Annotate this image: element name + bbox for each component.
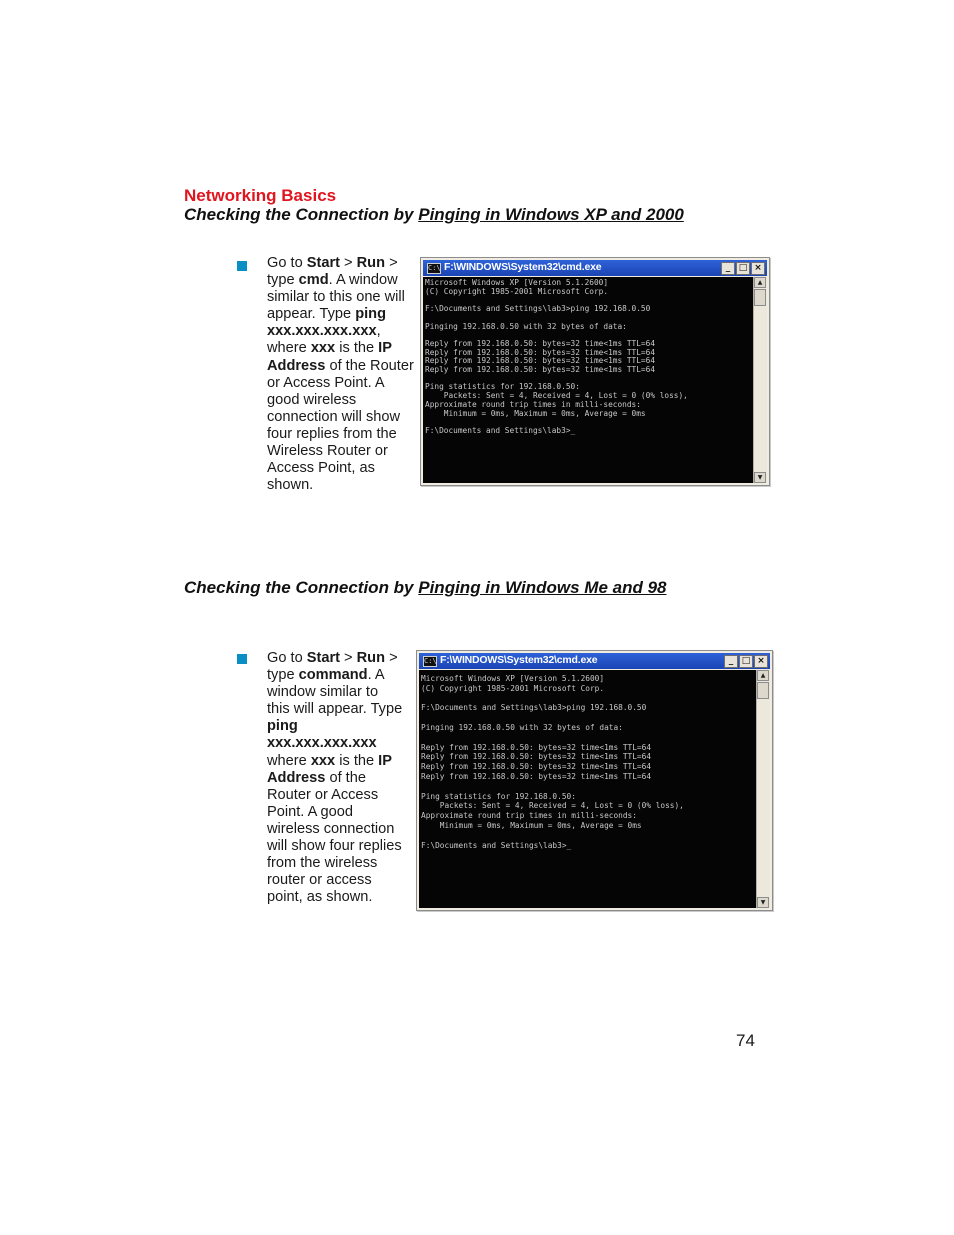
text: of the Router or Access Point. A good wireless connection will show four replies from the Wireless Router or Access Point, as shown. [267, 357, 414, 494]
keyword-start: Start [306, 255, 340, 271]
maximize-icon: □ [739, 655, 753, 668]
scroll-down-arrow-icon: ▼ [754, 472, 766, 483]
bullet-square-icon [237, 261, 247, 271]
cmd-app-icon: C:\ [428, 264, 441, 272]
heading-underlined: Pinging in Windows XP and 2000 [418, 205, 684, 224]
window-titlebar [419, 653, 770, 669]
cmd-window-screenshot [420, 257, 770, 486]
text: Go to [267, 255, 307, 271]
keyword-run: Run [356, 255, 386, 271]
text: , where [267, 323, 381, 357]
heading-underlined: Pinging in Windows Me and 98 [418, 578, 667, 597]
heading-prefix: Checking the Connection by [184, 205, 419, 224]
keyword-ip-address: IP Address [267, 340, 392, 374]
text: Go to [267, 650, 307, 666]
keyword-ip-address: IP Address [267, 752, 392, 786]
close-icon: × [754, 655, 768, 668]
page-number: 74 [736, 1031, 755, 1050]
window-title: F:\WINDOWS\System32\cmd.exe [444, 261, 602, 273]
heading-me-98 [184, 578, 667, 598]
console-text: Microsoft Windows XP [Version 5.1.2600] (C) Copyright 1985-2001 Microsoft Corp. F:\Documents and Settings\lab3>ping 192.168.0.50 Pinging 192.168.0.50 with 32 bytes of data: Reply from 192.168.0.50: bytes=32 time<1ms TTL=64 Reply from 192.168.0.50: bytes=32 time<1ms TTL=64 Reply from 192.168.0.50: bytes=32 time<1ms TTL=64 Reply from 192.168.0.50: bytes=32 time<1ms TTL=64 Ping statistics for 192.168.0.50: Packets: Sent = 4, Received = 4, Lost = 0 (0% loss), Approximate round trip times in milli-seconds: Minimum = 0ms, Maximum = 0ms, Average = 0ms F:\Documents and Settings\lab3>_ [425, 278, 688, 435]
text: > [340, 650, 357, 666]
console-text: Microsoft Windows XP [Version 5.1.2600] (C) Copyright 1985-2001 Microsoft Corp. F:\Documents and Settings\lab3>ping 192.168.0.50 Pinging 192.168.0.50 with 32 bytes of data: Reply from 192.168.0.50: bytes=32 time<1ms TTL=64 Reply from 192.168.0.50: bytes=32 time<1ms TTL=64 Reply from 192.168.0.50: bytes=32 time<1ms TTL=64 Reply from 192.168.0.50: bytes=32 time<1ms TTL=64 Ping statistics for 192.168.0.50: Packets: Sent = 4, Received = 4, Lost = 0 (0% loss), Approximate round trip times in milli-seconds: Minimum = 0ms, Maximum = 0ms, Average = 0ms F:\Documents and Settings\lab3>_ [421, 674, 684, 850]
text: . A window similar to this one will appear. Type [267, 272, 405, 323]
keyword-cmd: cmd [298, 272, 329, 289]
keyword-command: command [298, 667, 368, 684]
scroll-thumb [754, 289, 766, 306]
section-label: Networking Basics [184, 186, 337, 205]
window-controls [724, 655, 768, 668]
heading-xp-2000 [184, 205, 684, 225]
scroll-up-arrow-icon: ▲ [757, 670, 769, 681]
console-output [419, 670, 756, 908]
keyword-ping-command: ping xxx.xxx.xxx.xxx [267, 306, 386, 340]
minimize-icon: _ [721, 262, 735, 275]
text: > type [267, 650, 398, 684]
keyword-ping-command: ping xxx.xxx.xxx.xxx [267, 718, 377, 752]
text: is the [335, 340, 379, 357]
close-icon: × [751, 262, 765, 275]
console-output [423, 277, 753, 483]
keyword-xxx: xxx [310, 340, 336, 357]
scroll-down-arrow-icon: ▼ [757, 897, 769, 908]
window-titlebar [423, 260, 767, 276]
scrollbar [753, 277, 767, 483]
keyword-start: Start [306, 650, 340, 666]
instruction-xp-2000 [267, 255, 415, 494]
minimize-icon: _ [724, 655, 738, 668]
heading-prefix: Checking the Connection by [184, 578, 419, 597]
text: . A window similar to this will appear. Type [267, 667, 403, 718]
cmd-app-icon: C:\ [424, 657, 437, 665]
text: is the [335, 752, 379, 769]
keyword-xxx: xxx [310, 752, 336, 769]
window-controls [721, 262, 765, 275]
instruction-me-98 [267, 650, 403, 906]
cmd-window-screenshot [416, 650, 773, 911]
text: where [267, 752, 311, 769]
scroll-up-arrow-icon: ▲ [754, 277, 766, 288]
bullet-square-icon [237, 654, 247, 664]
scroll-thumb [757, 682, 769, 699]
text: of the Router or Access Point. A good wireless connection will show four replies from the wireless router or access point, as shown. [267, 769, 402, 906]
scrollbar [756, 670, 770, 908]
window-title: F:\WINDOWS\System32\cmd.exe [440, 654, 598, 666]
text: > type [267, 255, 398, 289]
keyword-run: Run [356, 650, 386, 666]
text: > [340, 255, 357, 271]
maximize-icon: □ [736, 262, 750, 275]
